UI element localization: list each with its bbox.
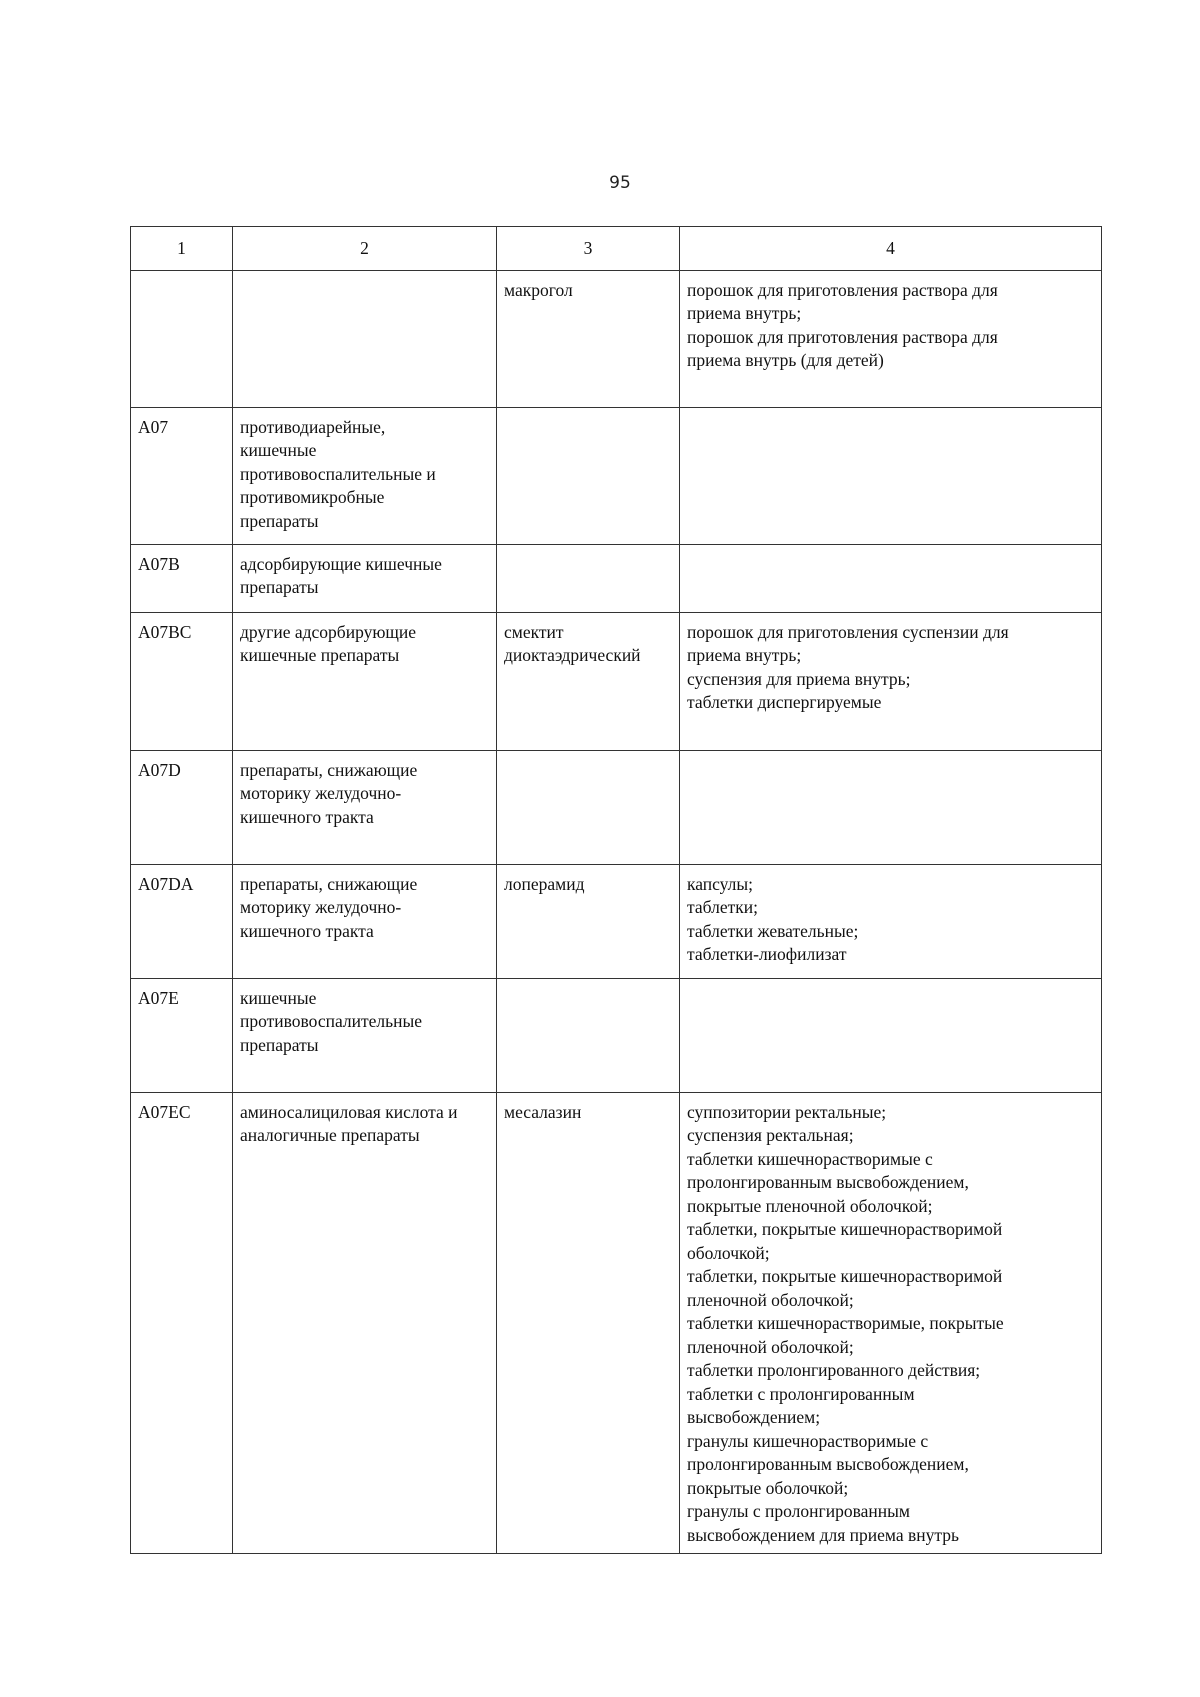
table-row xyxy=(131,750,1102,864)
substance-cell xyxy=(497,978,680,1092)
atc-code-cell: A07DA xyxy=(131,864,233,978)
atc-code-cell: A07BC xyxy=(131,612,233,750)
atc-code-cell xyxy=(131,270,233,407)
group-name-cell: кишечные противовоспалительные препараты xyxy=(233,978,497,1092)
group-name-cell: адсорбирующие кишечные препараты xyxy=(233,544,497,612)
group-name-cell: аминосалициловая кислота и аналогичные препараты xyxy=(233,1092,497,1554)
atc-code-cell: A07D xyxy=(131,750,233,864)
header-col-4: 4 xyxy=(680,227,1102,271)
table-row xyxy=(131,612,1102,750)
atc-code-cell: A07B xyxy=(131,544,233,612)
table-header xyxy=(131,227,1102,271)
substance-cell: месалазин xyxy=(497,1092,680,1554)
group-name-cell: другие адсорбирующие кишечные препараты xyxy=(233,612,497,750)
table-row xyxy=(131,978,1102,1092)
dosage-forms-cell xyxy=(680,544,1102,612)
group-name-cell: препараты, снижающие моторику желудочно- кишечного тракта xyxy=(233,864,497,978)
dosage-forms-cell: капсулы; таблетки; таблетки жевательные; таблетки-лиофилизат xyxy=(680,864,1102,978)
table-row xyxy=(131,407,1102,544)
header-row xyxy=(131,227,1102,271)
table-row xyxy=(131,270,1102,407)
header-col-1: 1 xyxy=(131,227,233,271)
dosage-forms-cell: суппозитории ректальные; суспензия ректальная; таблетки кишечнорастворимые с пролонгированным высвобождением, покрытые пленочной оболочкой; таблетки, покрытые кишечнорастворимой оболочкой; таблетки, покрытые кишечнорастворимой пленочной оболочкой; таблетки кишечнорастворимые, покрытые пленочной оболочкой; таблетки пролонгированного действия; таблетки с пролонгированным высвобождением; гранулы кишечнорастворимые с пролонгированным высвобождением, покрытые оболочкой; гранулы с пролонгированным высвобождением для приема внутрь xyxy=(680,1092,1102,1554)
group-name-cell: противодиарейные, кишечные противовоспалительные и противомикробные препараты xyxy=(233,407,497,544)
dosage-forms-cell xyxy=(680,750,1102,864)
table-row xyxy=(131,544,1102,612)
dosage-forms-cell xyxy=(680,407,1102,544)
atc-code-cell: A07E xyxy=(131,978,233,1092)
table-row xyxy=(131,1092,1102,1554)
dosage-forms-cell: порошок для приготовления суспензии для приема внутрь; суспензия для приема внутрь; таблетки диспергируемые xyxy=(680,612,1102,750)
atc-code-cell: A07EC xyxy=(131,1092,233,1554)
atc-code-cell: A07 xyxy=(131,407,233,544)
header-col-3: 3 xyxy=(497,227,680,271)
table-body xyxy=(131,270,1102,1554)
drug-classification-table xyxy=(130,226,1102,1554)
substance-cell xyxy=(497,544,680,612)
dosage-forms-cell xyxy=(680,978,1102,1092)
table-row xyxy=(131,864,1102,978)
substance-cell: лоперамид xyxy=(497,864,680,978)
substance-cell: смектит диоктаэдрический xyxy=(497,612,680,750)
group-name-cell xyxy=(233,270,497,407)
group-name-cell: препараты, снижающие моторику желудочно- кишечного тракта xyxy=(233,750,497,864)
header-col-2: 2 xyxy=(233,227,497,271)
substance-cell xyxy=(497,750,680,864)
substance-cell xyxy=(497,407,680,544)
page-number: 95 xyxy=(609,173,631,193)
dosage-forms-cell: порошок для приготовления раствора для приема внутрь; порошок для приготовления раствора для приема внутрь (для детей) xyxy=(680,270,1102,407)
substance-cell: макрогол xyxy=(497,270,680,407)
